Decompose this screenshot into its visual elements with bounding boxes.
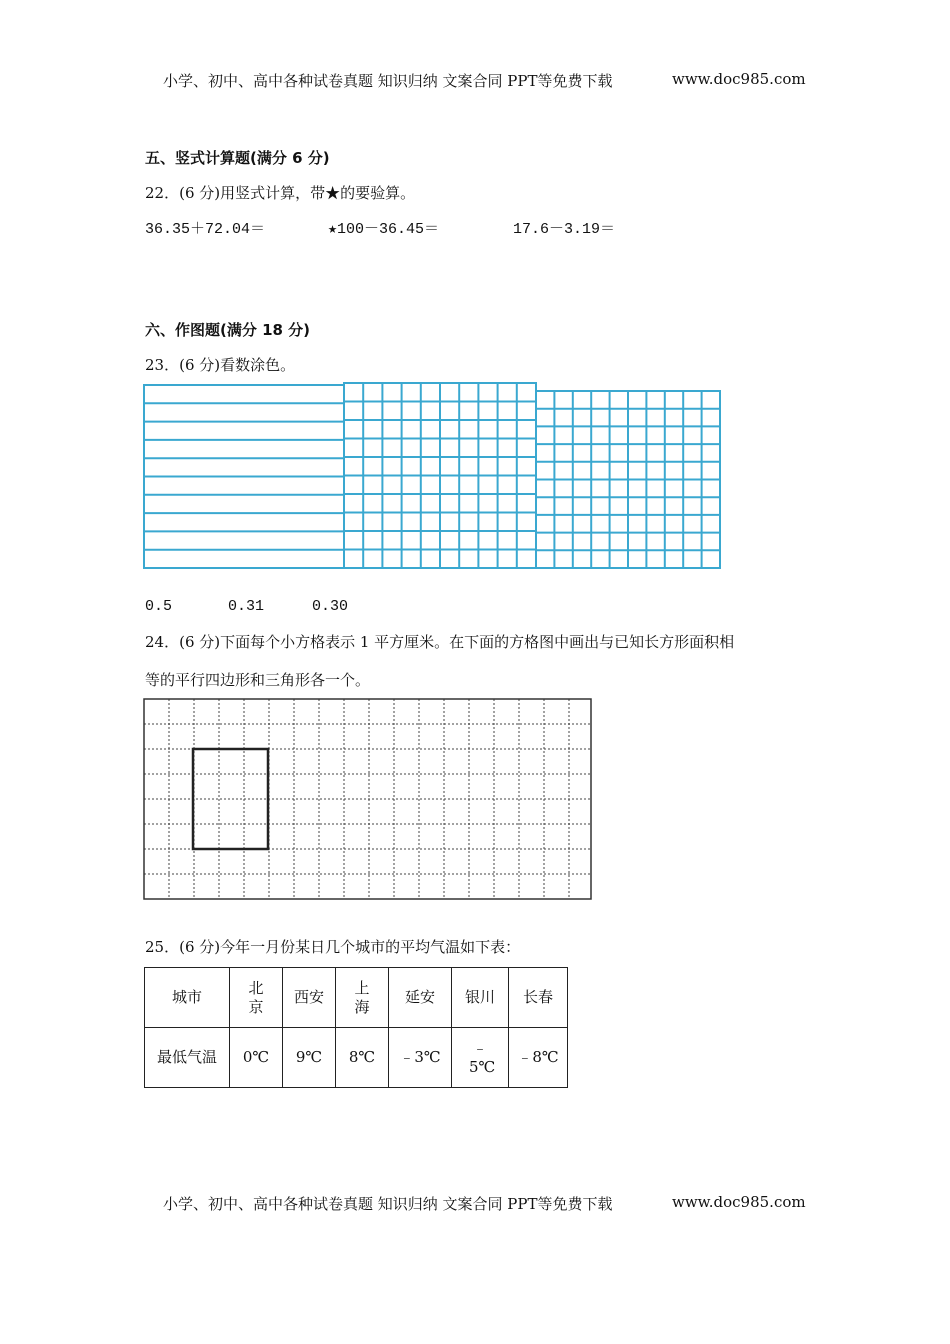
label-0-30: 0.30	[312, 598, 349, 615]
page-header-text: 小学、初中、高中各种试卷真题 知识归纳 文案合同 PPT等免费下载	[163, 72, 613, 90]
section-6-title: 六、作图题(满分 18 分)	[145, 321, 311, 339]
city-cell: 上海	[336, 968, 389, 1028]
temp-cell: ﹣3℃	[389, 1028, 452, 1088]
question-23-text: 23．(6 分)看数涂色。	[145, 356, 296, 374]
city-cell: 延安	[389, 968, 452, 1028]
city-cell: 西安	[283, 968, 336, 1028]
city-cell: 北京	[230, 968, 283, 1028]
grid-border	[144, 699, 591, 899]
temp-cell: 9℃	[283, 1028, 336, 1088]
temp-cell: ﹣5℃	[452, 1028, 509, 1088]
section-5-title: 五、竖式计算题(满分 6 分)	[145, 149, 330, 167]
question-24-line2: 等的平行四边形和三角形各一个。	[145, 671, 371, 689]
temperature-table	[144, 967, 568, 1088]
page-header-url[interactable]: www.doc985.com	[672, 70, 806, 88]
expression-1: 36.35＋72.04＝	[145, 221, 266, 238]
temp-cell: 0℃	[230, 1028, 283, 1088]
temp-cell: 8℃	[336, 1028, 389, 1088]
temp-cell: ﹣8℃	[509, 1028, 568, 1088]
label-0-31: 0.31	[228, 598, 265, 615]
row-header-temp: 最低气温	[145, 1028, 230, 1088]
city-cell: 长春	[509, 968, 568, 1028]
label-0-5: 0.5	[145, 598, 173, 615]
page-footer-url[interactable]: www.doc985.com	[672, 1193, 806, 1211]
expression-3: 17.6－3.19＝	[513, 221, 616, 238]
row-header-city: 城市	[145, 968, 230, 1028]
question-22-text: 22．(6 分)用竖式计算，带★的要验算。	[145, 184, 416, 202]
question-25-text: 25．(6 分)今年一月份某日几个城市的平均气温如下表：	[145, 938, 521, 956]
expression-2: ★100－36.45＝	[328, 221, 440, 238]
question-24-line1: 24．(6 分)下面每个小方格表示 1 平方厘米。在下面的方格图中画出与已知长方形面积相	[145, 633, 735, 651]
page-footer-text: 小学、初中、高中各种试卷真题 知识归纳 文案合同 PPT等免费下载	[163, 1195, 613, 1213]
city-cell: 银川	[452, 968, 509, 1028]
